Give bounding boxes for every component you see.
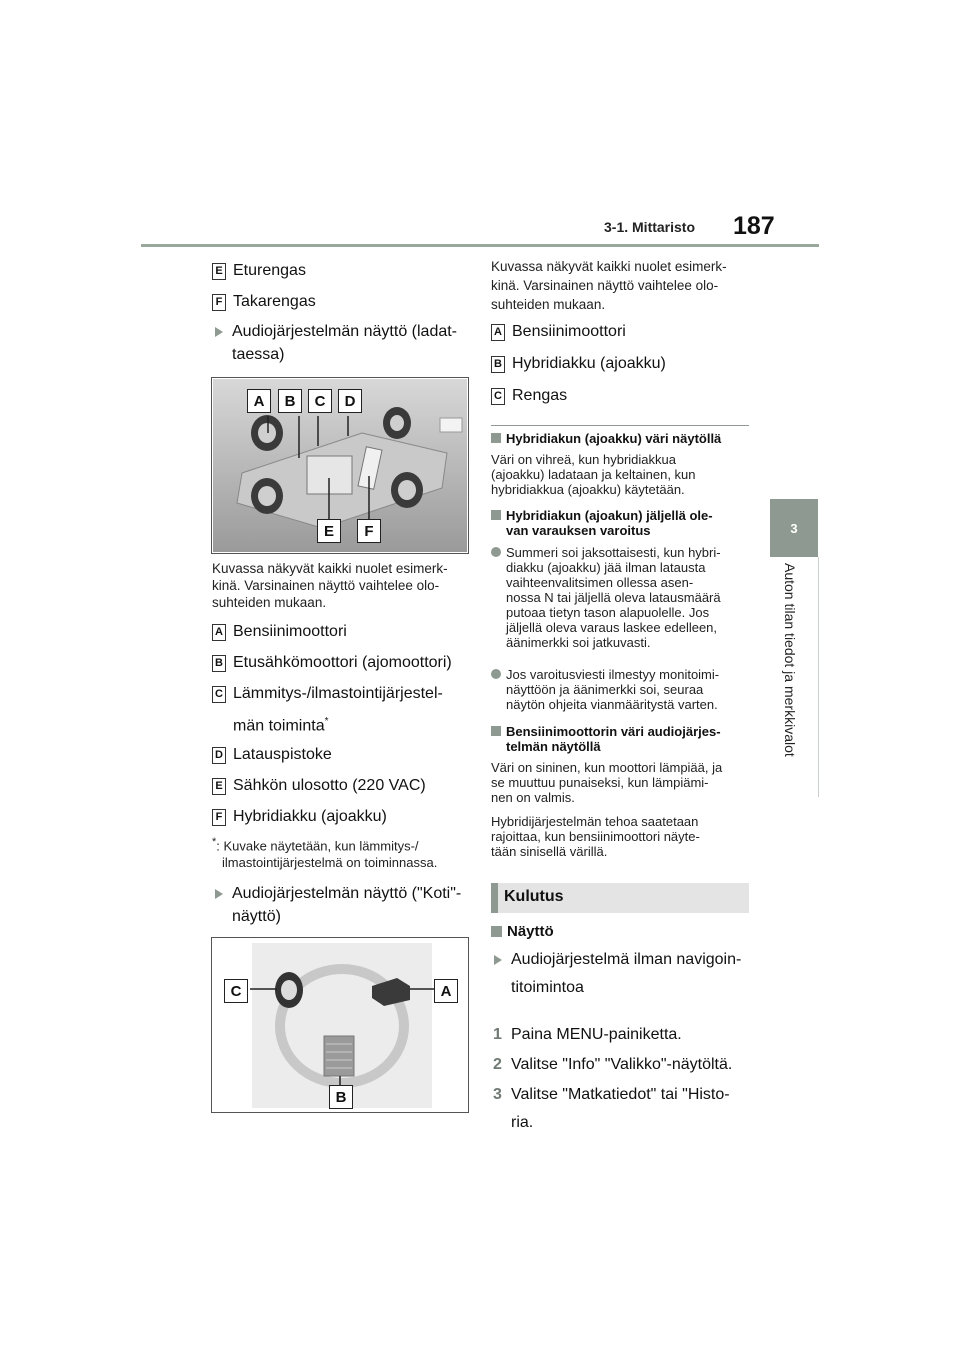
section-heading: Näyttö: [491, 924, 554, 939]
figure-caption: Kuvassa näkyvät kaikki nuolet esimerk- kinä. Varsinainen näyttö vaihtelee olo- suhteiden mukaan.: [212, 561, 448, 610]
list-item: E Sähkön ulosotto (220 VAC): [212, 776, 426, 796]
callout-c: C: [308, 389, 332, 413]
list-item: F Hybridiakku (ajoakku): [212, 807, 387, 827]
tab-divider: [818, 557, 819, 797]
list-item: A Bensiinimoottori: [212, 622, 347, 642]
section-title: 3-1. Mittaristo: [604, 219, 696, 235]
footnote: *: Kuvake näytetään, kun lämmitys-/ ilmastointijärjestelmä on toiminnassa.: [212, 836, 438, 871]
paragraph: Hybridijärjestelmän tehoa saatetaan rajoittaa, kun bensiinimoottori näyte- tään sinisellä värillä.: [491, 814, 700, 859]
list-item: B Hybridiakku (ajoakku): [491, 354, 666, 374]
callout-f: F: [357, 519, 381, 543]
page-number: 187: [733, 212, 775, 240]
subheading: Audiojärjestelmä ilman navigoin- titoimintoa: [491, 950, 741, 998]
paragraph: Väri on sininen, kun moottori lämpiää, ja se muuttuu punaiseksi, kun lämpiämi- nen on valmis.: [491, 760, 723, 805]
list-item: F Takarengas: [212, 292, 316, 312]
arrow-icon: [215, 889, 223, 899]
section-heading: Hybridiakun (ajoakun) jäljellä ole- van varauksen varoitus: [491, 508, 713, 538]
section-banner-title: Kulutus: [504, 888, 564, 905]
square-bullet-icon: [491, 510, 501, 520]
callout-e: E: [317, 519, 341, 543]
callout-a: A: [247, 389, 271, 413]
callout-b: B: [329, 1085, 353, 1109]
bullet-item: Summeri soi jaksottaisesti, kun hybri- diakku (ajoakku) jää ilman latausta vaihteenvalitsimen ollessa asen- nossa N tai jäljellä oleva latausmäärä putoaa tietyn tason alapuolelle. Jos jäljellä oleva varaus laskee edelleen, äänimerkki soi jatkuvasti.: [491, 545, 721, 650]
callout-b: B: [278, 389, 302, 413]
list-item: C Rengas: [491, 386, 567, 406]
callout-d: D: [338, 389, 362, 413]
list-item: D Latauspistoke: [212, 745, 332, 765]
figure-caption: Kuvassa näkyvät kaikki nuolet esimerk- kinä. Varsinainen näyttö vaihtelee olo- suhteiden mukaan.: [491, 259, 727, 312]
subheading: Audiojärjestelmän näyttö (ladat- taessa): [212, 322, 457, 365]
step: 1 Paina MENU-painiketta.: [493, 1026, 682, 1043]
bullet-item: Jos varoitusviesti ilmestyy monitoimi- näyttöön ja äänimerkki soi, seuraa näytön ohjeita vianmääritystä varten.: [491, 667, 719, 712]
list-item: A Bensiinimoottori: [491, 322, 626, 342]
callout-c: C: [224, 979, 248, 1003]
dot-bullet-icon: [491, 669, 501, 679]
square-bullet-icon: [491, 433, 501, 443]
step: 3 Valitse "Matkatiedot" tai "Histo- ria.: [493, 1086, 730, 1131]
list-item: E Eturengas: [212, 261, 306, 281]
list-item: C Lämmitys-/ilmastointijärjestel- män toiminta*: [212, 684, 443, 736]
step: 2 Valitse "Info" "Valikko"-näytöltä.: [493, 1056, 733, 1073]
square-bullet-icon: [491, 726, 501, 736]
section-heading: Bensiinimoottorin väri audiojärjes- telmän näytöllä: [491, 724, 721, 754]
section-divider: [491, 425, 749, 426]
figure-charging-display: [211, 377, 469, 554]
subheading: Audiojärjestelmän näyttö ("Koti"- näyttö): [212, 884, 461, 927]
banner-accent: [491, 883, 498, 913]
arrow-icon: [215, 327, 223, 337]
figure-home-display: [211, 937, 469, 1113]
arrow-icon: [494, 955, 502, 965]
section-heading: Hybridiakun (ajoakku) väri näytöllä: [491, 431, 721, 446]
header-rule: [141, 244, 819, 247]
paragraph: Väri on vihreä, kun hybridiakkua (ajoakku) ladataan ja keltainen, kun hybridiakkua (ajoakku) käytetään.: [491, 452, 696, 497]
square-bullet-icon: [491, 926, 502, 937]
chapter-tab[interactable]: 3: [770, 499, 818, 557]
callout-a: A: [434, 979, 458, 1003]
chapter-side-title: Auton tilan tiedot ja merkkivalot: [782, 563, 798, 757]
dot-bullet-icon: [491, 547, 501, 557]
list-item: B Etusähkömoottori (ajomoottori): [212, 653, 452, 673]
